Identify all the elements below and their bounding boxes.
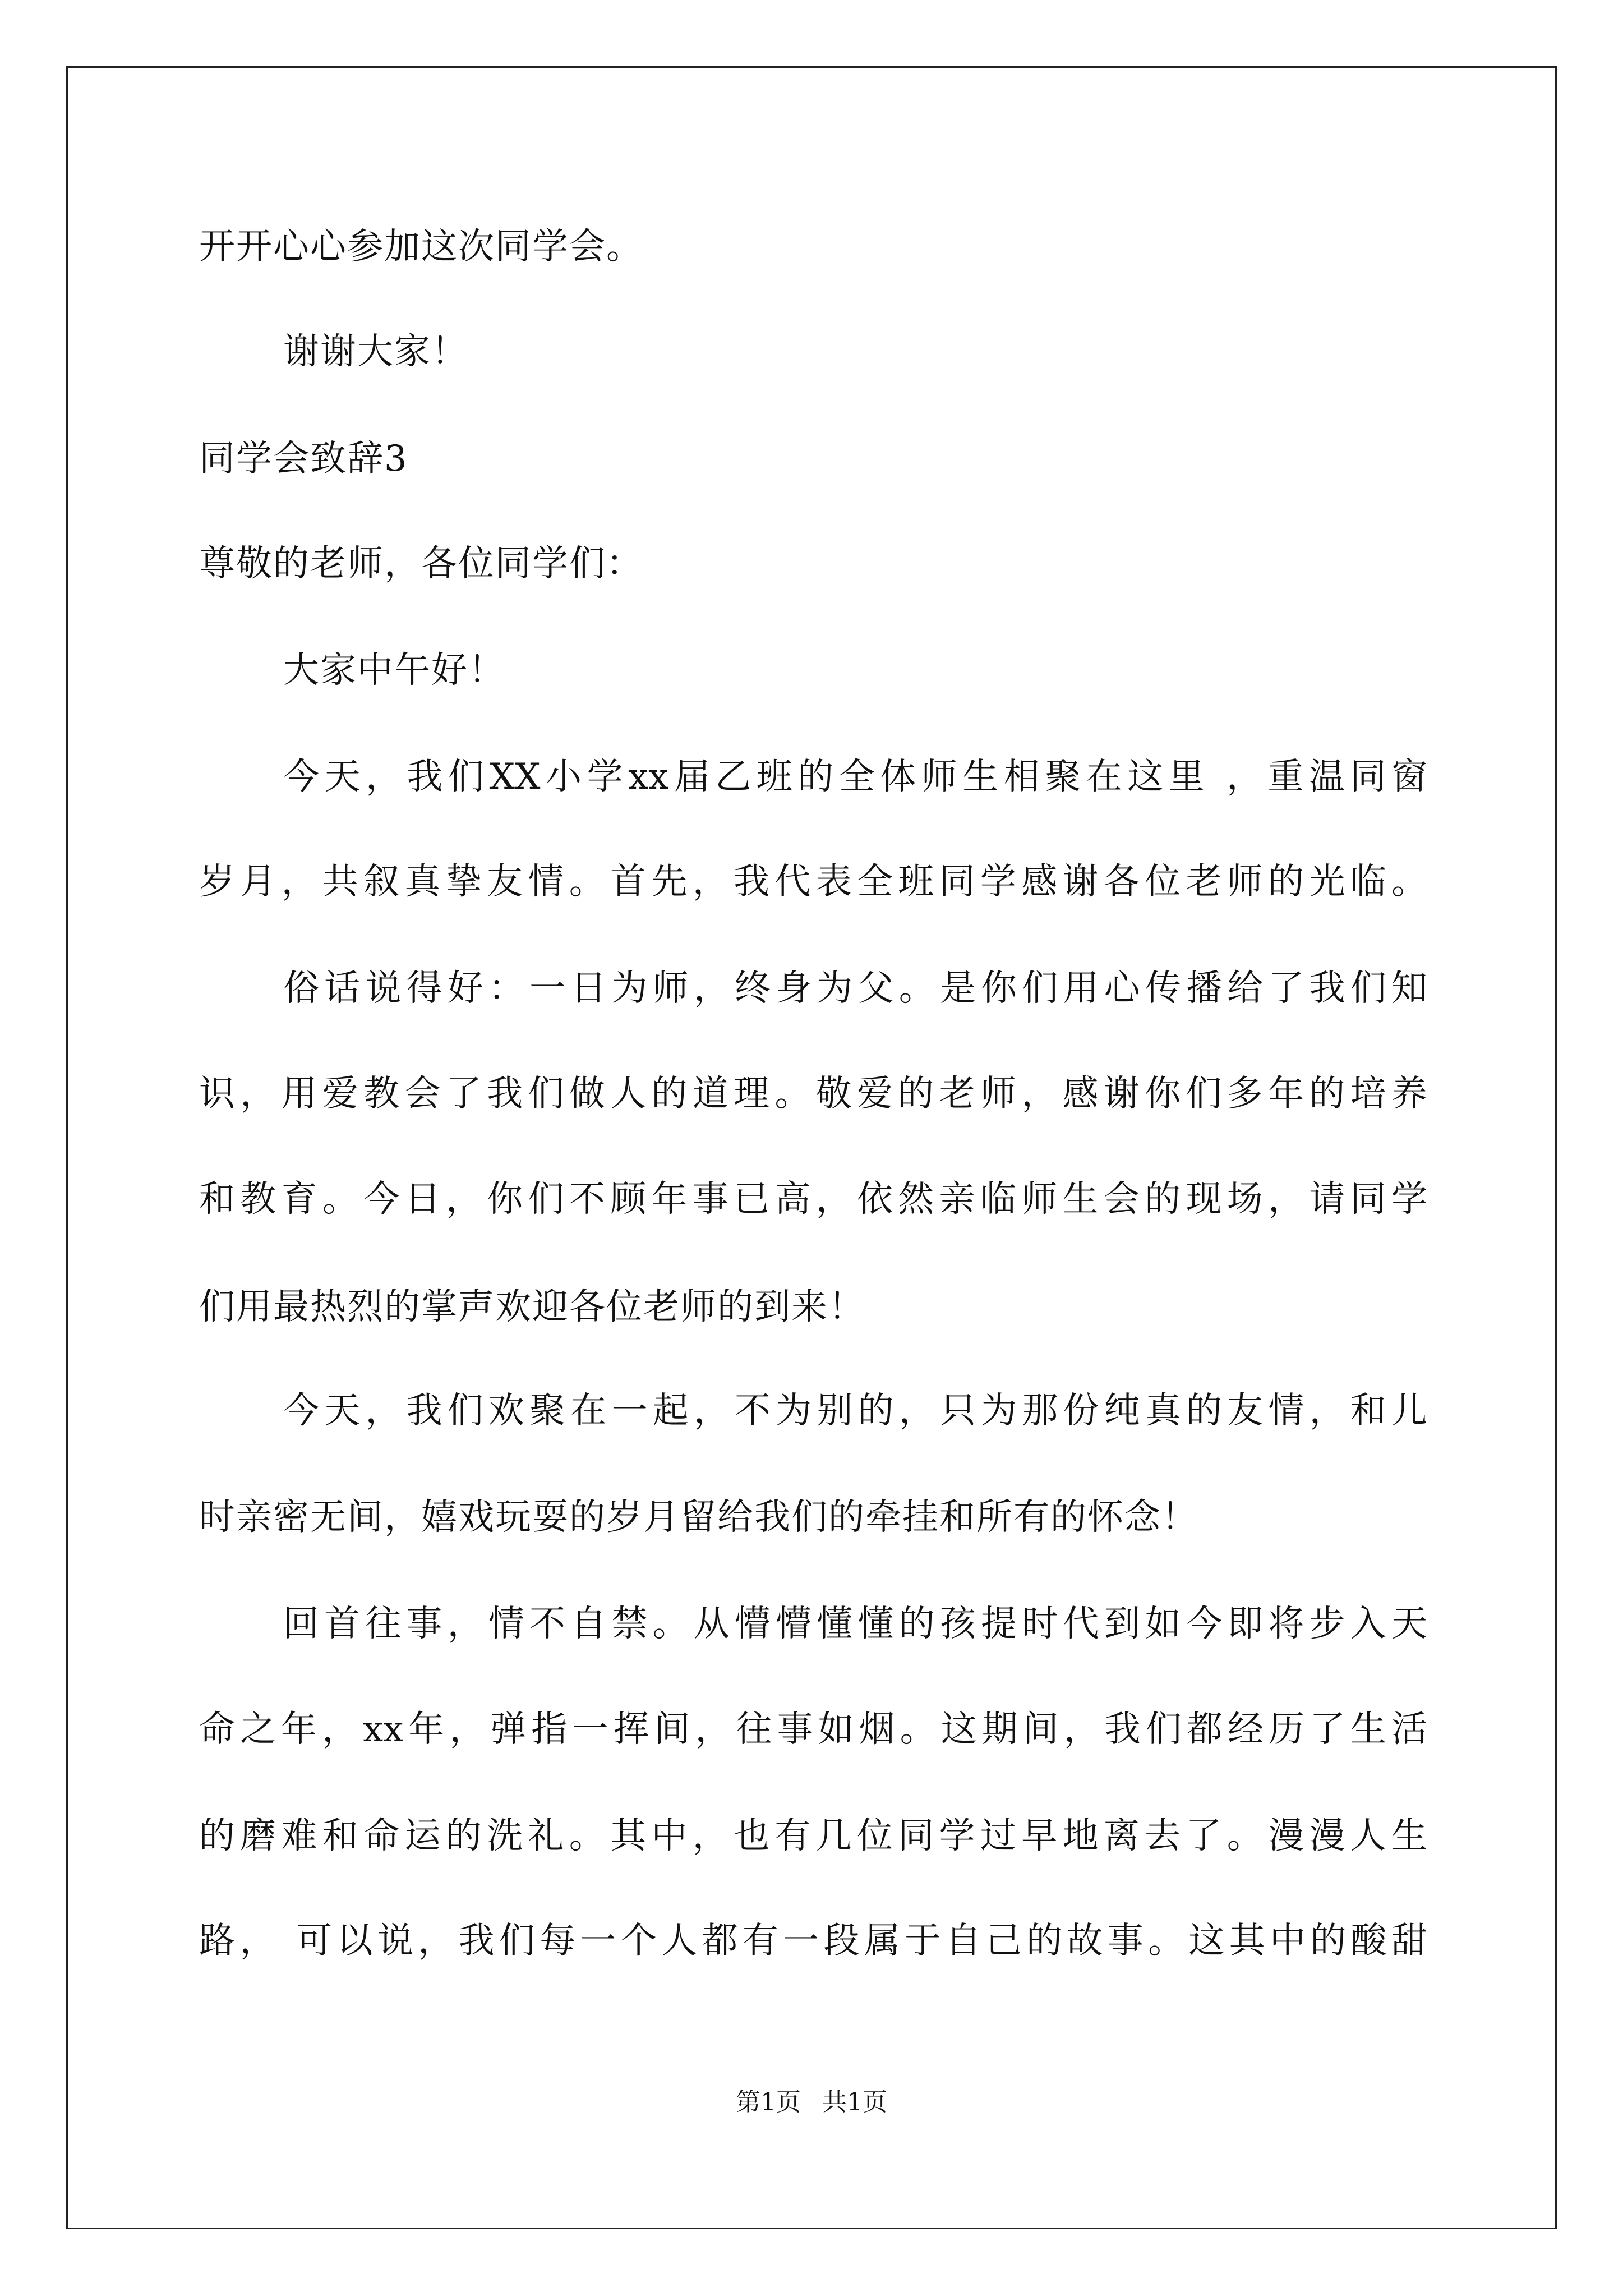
paragraph-3-line-1: 今天，我们欢聚在一起，不为别的，只为那份纯真的友情，和儿 [283, 1390, 1427, 1432]
paragraph-4-line-1: 回首往事，情不自禁。从懵懵懂懂的孩提时代到如今即将步入天 [283, 1603, 1427, 1645]
paragraph-3-line-2: 时亲密无间，嬉戏玩耍的岁月留给我们的牵挂和所有的怀念！ [199, 1497, 1198, 1538]
total-pages: 共1页 [822, 2088, 887, 2116]
paragraph-2-line-3: 和教育。今日，你们不顾年事已高，依然亲临师生会的现场，请同学 [199, 1179, 1427, 1220]
paragraph-2-line-4: 们用最热烈的掌声欢迎各位老师的到来！ [199, 1286, 865, 1328]
paragraph-2-line-2: 识，用爱教会了我们做人的道理。敬爱的老师，感谢你们多年的培养 [199, 1073, 1427, 1115]
current-page-number: 第1页 [736, 2088, 801, 2116]
paragraph-4-line-2: 命之年，xx年，弹指一挥间，往事如烟。这期间，我们都经历了生活 [199, 1709, 1427, 1750]
paragraph-4-line-4: 路， 可以说，我们每一个人都有一段属于自己的故事。这其中的酸甜 [199, 1920, 1427, 1962]
paragraph-2-line-1: 俗话说得好：一日为师，终身为父。是你们用心传播给了我们知 [283, 968, 1427, 1009]
text-line-2: 谢谢大家！ [283, 331, 468, 372]
greeting: 大家中午好！ [283, 650, 505, 691]
paragraph-1-line-2: 岁月，共叙真挚友情。首先，我代表全班同学感谢各位老师的光临。 [199, 861, 1427, 903]
page-border [66, 66, 1557, 2229]
section-heading: 同学会致辞3 [199, 438, 408, 480]
page-footer [0, 2087, 1623, 2118]
salutation: 尊敬的老师，各位同学们： [199, 543, 643, 585]
paragraph-1-line-1: 今天，我们XX小学xx届乙班的全体师生相聚在这里 ，重温同窗 [283, 756, 1427, 798]
text-line-1: 开开心心参加这次同学会。 [199, 226, 643, 268]
paragraph-4-line-3: 的磨难和命运的洗礼。其中，也有几位同学过早地离去了。漫漫人生 [199, 1815, 1427, 1857]
